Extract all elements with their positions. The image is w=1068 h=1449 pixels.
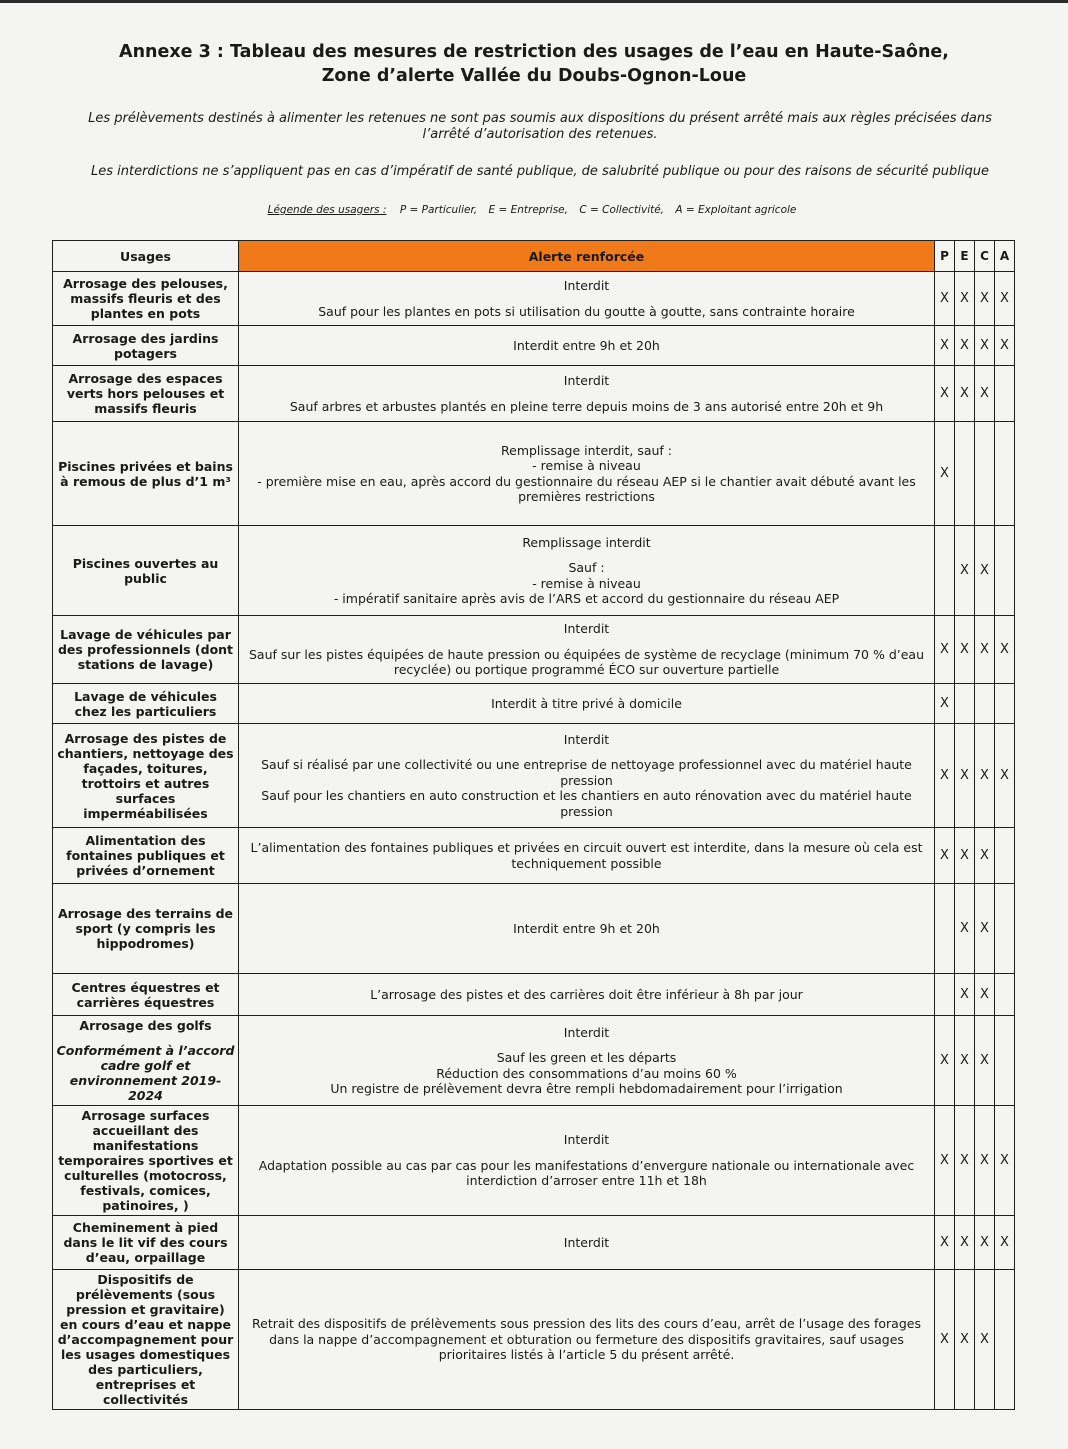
mark-c: X: [975, 1106, 995, 1216]
measure-line: Remplissage interdit: [522, 534, 651, 550]
measure-line: Interdit: [563, 1234, 610, 1250]
measure-cell: [239, 1216, 935, 1270]
mark-c: X: [975, 366, 995, 422]
mark-c: X: [975, 1016, 995, 1106]
mark-c: X: [975, 724, 995, 828]
table-row: [53, 422, 1015, 526]
mark-p: X: [935, 422, 955, 526]
mark-e: X: [955, 1270, 975, 1410]
table-row: [53, 326, 1015, 366]
measure-cell: [239, 616, 935, 684]
mark-a: [995, 1270, 1015, 1410]
mark-c: X: [975, 1216, 995, 1270]
mark-a: [995, 422, 1015, 526]
table-row: [53, 616, 1015, 684]
usage-cell: Arrosage des terrains de sport (y compris les hippodromes): [53, 884, 239, 974]
usage-cell: Piscines privées et bains à remous de plus d’1 m³: [53, 422, 239, 526]
measure-line: Sauf les green et les départs: [496, 1050, 677, 1065]
mark-c: [975, 684, 995, 724]
usage-cell: Lavage de véhicules par des professionnels (dont stations de lavage): [53, 616, 239, 684]
mark-c: X: [975, 884, 995, 974]
usage-cell: Arrosage des pelouses, massifs fleuris et des plantes en pots: [53, 272, 239, 326]
measure-line: - remise à niveau: [532, 575, 641, 591]
mark-c: X: [975, 616, 995, 684]
mark-p: X: [935, 272, 955, 326]
table-row: [53, 1216, 1015, 1270]
mark-c: X: [975, 974, 995, 1016]
measure-line: - première mise en eau, après accord du gestionnaire du réseau AEP si le chantier avait débuté avant les premières restrictions: [257, 473, 916, 504]
header-p: P: [935, 241, 955, 272]
usage-cell: Arrosage des pistes de chantiers, nettoyage des façades, toitures, trottoirs et autres surfaces imperméabilisées: [53, 724, 239, 828]
mark-p: X: [935, 616, 955, 684]
usage-cell: Arrosage des jardins potagers: [53, 326, 239, 366]
measure-cell: [239, 684, 935, 724]
mark-p: X: [935, 1106, 955, 1216]
measure-line: Sauf :: [568, 560, 605, 575]
mark-e: X: [955, 272, 975, 326]
measure-cell: [239, 828, 935, 884]
measure-line: Interdit: [563, 278, 610, 293]
table-row: [53, 1106, 1015, 1216]
table-row: [53, 974, 1015, 1016]
header-c: C: [975, 241, 995, 272]
mark-c: X: [975, 272, 995, 326]
mark-a: [995, 366, 1015, 422]
mark-a: [995, 974, 1015, 1016]
legend-label: Légende des usagers :: [267, 204, 387, 216]
note-retenues: Les prélèvements destinés à alimenter les retenues ne sont pas soumis aux dispositions du présent arrêté mais aux règles précisées dans l’arrêté d’autorisation des retenues.: [88, 111, 992, 142]
usage-cell: Arrosage surfaces accueillant des manifestations temporaires sportives et culturelles (motocross, festivals, comices, patinoires, ): [53, 1106, 239, 1216]
mark-p: X: [935, 1270, 955, 1410]
legend-item-p: P = Particulier,: [399, 204, 478, 216]
table-row: [53, 272, 1015, 326]
usage-cell: [53, 1016, 239, 1106]
measure-line: Sauf pour les chantiers en auto construction et les chantiers en auto rénovation avec du matériel haute pression: [261, 788, 912, 819]
legend-item-e: E = Entreprise,: [488, 204, 568, 216]
mark-a: X: [995, 1216, 1015, 1270]
measure-line: Interdit: [563, 731, 610, 747]
measure-line: Interdit à titre privé à domicile: [491, 695, 682, 711]
measure-cell: [239, 326, 935, 366]
mark-c: X: [975, 326, 995, 366]
mark-e: X: [955, 828, 975, 884]
mark-p: X: [935, 684, 955, 724]
top-border: [0, 0, 1068, 3]
measure-line: Interdit: [563, 373, 610, 388]
measure-cell: [239, 366, 935, 422]
legend-item-c: C = Collectivité,: [579, 204, 665, 216]
mark-p: X: [935, 326, 955, 366]
users-legend: [0, 204, 1068, 216]
mark-a: X: [995, 724, 1015, 828]
mark-a: X: [995, 272, 1015, 326]
measure-line: Réduction des consommations d’au moins 60 %: [436, 1065, 737, 1081]
mark-p: X: [935, 366, 955, 422]
header-a: A: [995, 241, 1015, 272]
title-line-2: Zone d’alerte Vallée du Doubs-Ognon-Loue: [321, 66, 747, 86]
table-row: [53, 828, 1015, 884]
table-row: [53, 1016, 1015, 1106]
mark-a: [995, 828, 1015, 884]
header-alerte-renforcee: Alerte renforcée: [239, 241, 935, 272]
measure-cell: [239, 1106, 935, 1216]
page-title: [0, 40, 1068, 88]
mark-a: X: [995, 616, 1015, 684]
usage-cell: Dispositifs de prélèvements (sous pression et gravitaire) en cours d’eau et nappe d’accompagnement pour les usages domestiques des particuliers, entreprises et collectivités: [53, 1270, 239, 1410]
measure-line: Un registre de prélèvement devra être rempli hebdomadairement pour l’irrigation: [330, 1081, 843, 1096]
mark-a: X: [995, 326, 1015, 366]
mark-p: X: [935, 1216, 955, 1270]
measure-line: Sauf si réalisé par une collectivité ou une entreprise de nettoyage professionnel avec du matériel haute pression: [261, 757, 912, 788]
legend-item-a: A = Exploitant agricole: [675, 204, 797, 216]
measure-line: L’alimentation des fontaines publiques et privées en circuit ouvert est interdite, dans la mesure où cela est techniquement possible: [250, 840, 923, 871]
usage-cell: Centres équestres et carrières équestres: [53, 974, 239, 1016]
measure-cell: [239, 272, 935, 326]
measure-line: Interdit: [563, 1024, 610, 1040]
usage-cell: Alimentation des fontaines publiques et privées d’ornement: [53, 828, 239, 884]
measure-line: Sauf pour les plantes en pots si utilisation du goutte à goutte, sans contrainte horaire: [318, 303, 855, 319]
mark-e: X: [955, 974, 975, 1016]
mark-e: X: [955, 724, 975, 828]
usage-subtitle: Conformément à l’accord cadre golf et environnement 2019-2024: [56, 1043, 235, 1103]
mark-e: X: [955, 526, 975, 616]
mark-e: X: [955, 326, 975, 366]
measure-cell: [239, 1016, 935, 1106]
table-row: [53, 684, 1015, 724]
measure-cell: [239, 526, 935, 616]
mark-e: [955, 684, 975, 724]
mark-c: X: [975, 526, 995, 616]
note-exceptions: Les interdictions ne s’appliquent pas en cas d’impératif de santé publique, de salubrité publique ou pour des raisons de sécurité publique: [90, 164, 989, 179]
mark-p: [935, 974, 955, 1016]
mark-e: X: [955, 1016, 975, 1106]
measure-line: Sauf arbres et arbustes plantés en pleine terre depuis moins de 3 ans autorisé entre 20h et 9h: [289, 398, 884, 414]
header-e: E: [955, 241, 975, 272]
measure-line: Adaptation possible au cas par cas pour les manifestations d’envergure nationale ou internationale avec interdiction d’arroser entre 11h et 18h: [258, 1157, 915, 1189]
table-row: [53, 884, 1015, 974]
mark-e: X: [955, 366, 975, 422]
measure-line: Interdit: [563, 1132, 610, 1148]
title-line-1: Annexe 3 : Tableau des mesures de restriction des usages de l’eau en Haute-Saône,: [119, 42, 949, 62]
mark-e: X: [955, 616, 975, 684]
measure-cell: [239, 974, 935, 1016]
restrictions-table: [52, 240, 1015, 1410]
mark-c: X: [975, 1270, 995, 1410]
mark-e: X: [955, 884, 975, 974]
table-row: [53, 724, 1015, 828]
usage-title: Arrosage des golfs: [79, 1018, 212, 1033]
mark-c: X: [975, 828, 995, 884]
mark-p: [935, 884, 955, 974]
table-row: [53, 526, 1015, 616]
mark-a: X: [995, 1106, 1015, 1216]
usage-cell: Lavage de véhicules chez les particuliers: [53, 684, 239, 724]
table-row: [53, 1270, 1015, 1410]
usage-cell: Piscines ouvertes au public: [53, 526, 239, 616]
table-header-row: [53, 241, 1015, 272]
measure-line: Sauf sur les pistes équipées de haute pression ou équipées de système de recyclage (minimum 70 % d’eau recyclée) ou portique programmé ÉCO sur ouverture partielle: [248, 646, 925, 678]
usage-cell: Arrosage des espaces verts hors pelouses et massifs fleuris: [53, 366, 239, 422]
measure-line: Interdit: [563, 621, 610, 637]
mark-a: [995, 1016, 1015, 1106]
mark-e: X: [955, 1216, 975, 1270]
measure-line: L’arrosage des pistes et des carrières doit être inférieur à 8h par jour: [370, 986, 803, 1002]
mark-e: [955, 422, 975, 526]
mark-a: [995, 526, 1015, 616]
mark-e: X: [955, 1106, 975, 1216]
mark-a: [995, 884, 1015, 974]
header-usages: Usages: [53, 241, 239, 272]
measure-cell: [239, 724, 935, 828]
table-row: [53, 366, 1015, 422]
measure-line: - impératif sanitaire après avis de l’ARS et accord du gestionnaire du réseau AEP: [333, 591, 840, 606]
measure-line: - remise à niveau: [532, 458, 641, 473]
mark-p: [935, 526, 955, 616]
mark-c: [975, 422, 995, 526]
mark-p: X: [935, 828, 955, 884]
measure-cell: [239, 884, 935, 974]
measure-line: Interdit entre 9h et 20h: [513, 337, 660, 353]
measure-cell: [239, 1270, 935, 1410]
measure-line: Interdit entre 9h et 20h: [513, 920, 660, 936]
usage-cell: Cheminement à pied dans le lit vif des cours d’eau, orpaillage: [53, 1216, 239, 1270]
mark-p: X: [935, 1016, 955, 1106]
mark-p: X: [935, 724, 955, 828]
measure-line: Retrait des dispositifs de prélèvements sous pression des lits des cours d’eau, arrêt de l’usage des forages dans la nappe d’accompagnement et obturation ou fermeture des dispositifs gravitaires, sauf usages prioritaires listés à l’article 5 du présent arrêté.: [252, 1316, 921, 1363]
measure-line: Remplissage interdit, sauf :: [501, 442, 672, 458]
mark-a: [995, 684, 1015, 724]
measure-cell: [239, 422, 935, 526]
